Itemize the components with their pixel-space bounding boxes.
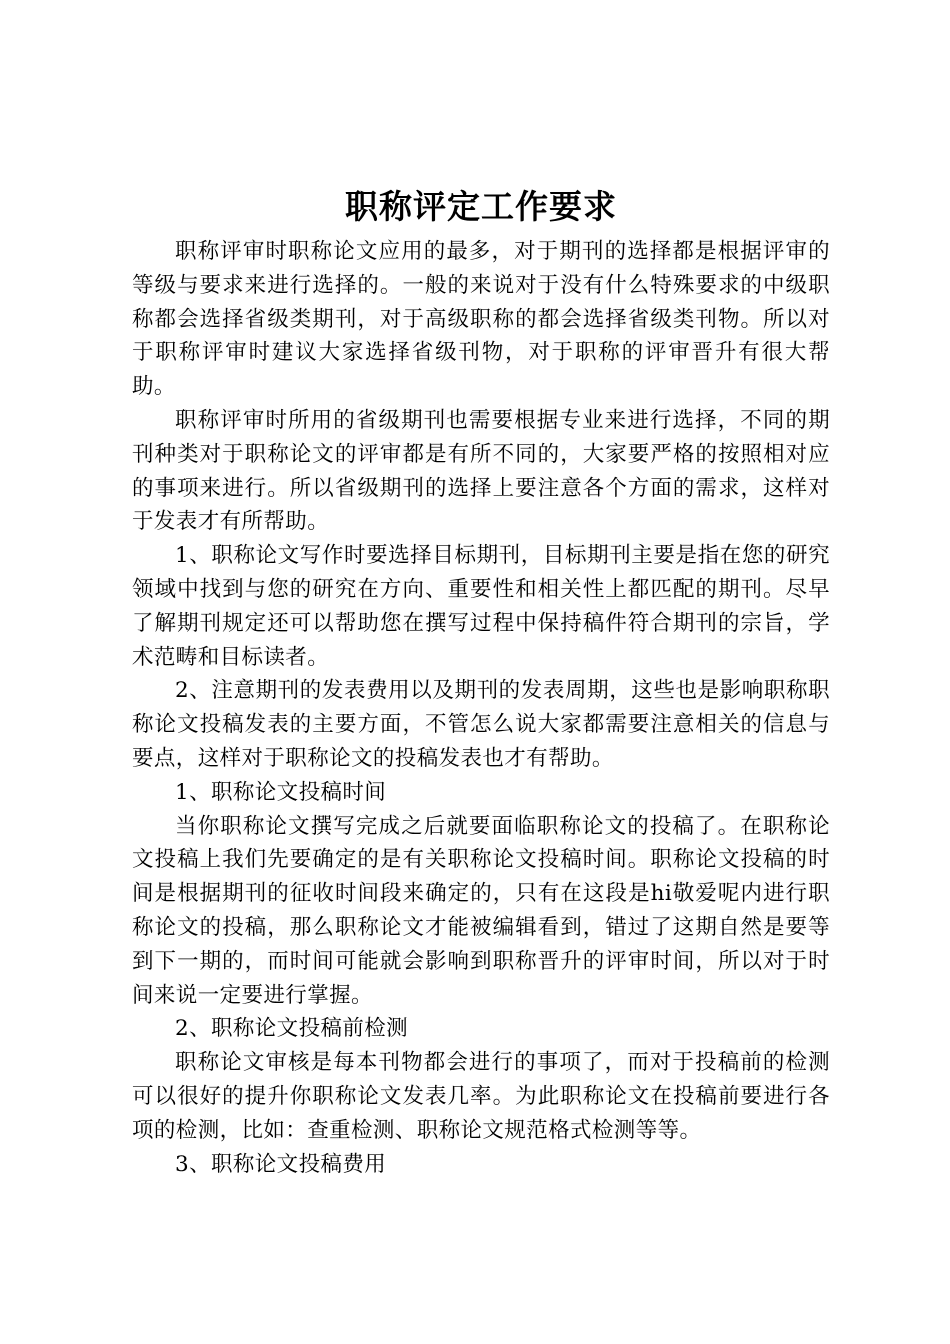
paragraph-pre-submission-check: 职称论文审核是每本刊物都会进行的事项了，而对于投稿前的检测可以很好的提升你职称论文发表几率。为此职称论文在投稿前要进行各项的检测，比如：查重检测、职称论文规范格式检测等等。 bbox=[132, 1050, 830, 1143]
paragraph-submission-time: 当你职称论文撰写完成之后就要面临职称论文的投稿了。在职称论文投稿上我们先要确定的是有关职称论文投稿时间。职称论文投稿的时间是根据期刊的征收时间段来确定的，只有在这段是hi敬爱呢内进行职称论文的投稿，那么职称论文才能被编辑看到，错过了这期自然是要等到下一期的，而时间可能就会影响到职称晋升的评审时间，所以对于时间来说一定要进行掌握。 bbox=[132, 813, 830, 1008]
section-heading-submission-fee: 3、职称论文投稿费用 bbox=[175, 1151, 387, 1177]
paragraph-point-1: 1、职称论文写作时要选择目标期刊，目标期刊主要是指在您的研究领域中找到与您的研究在方向、重要性和相关性上都匹配的期刊。尽早了解期刊规定还可以帮助您在撰写过程中保持稿件符合期刊的宗旨，学术范畴和目标读者。 bbox=[132, 543, 830, 670]
document-title: 职称评定工作要求 bbox=[345, 187, 617, 226]
paragraph-point-2: 2、注意期刊的发表费用以及期刊的发表周期，这些也是影响职称职称论文投稿发表的主要方面，不管怎么说大家都需要注意相关的信息与要点，这样对于职称论文的投稿发表也才有帮助。 bbox=[132, 678, 830, 771]
section-heading-submission-time: 1、职称论文投稿时间 bbox=[175, 779, 387, 805]
section-heading-pre-submission-check: 2、职称论文投稿前检测 bbox=[175, 1016, 409, 1042]
document-page bbox=[132, 183, 830, 1181]
paragraph-journal-selection: 职称评审时所用的省级期刊也需要根据专业来进行选择，不同的期刊种类对于职称论文的评审都是有所不同的，大家要严格的按照相对应的事项来进行。所以省级期刊的选择上要注意各个方面的需求，这样对于发表才有所帮助。 bbox=[132, 407, 830, 535]
paragraph-intro: 职称评审时职称论文应用的最多，对于期刊的选择都是根据评审的等级与要求来进行选择的。一般的来说对于没有什么特殊要求的中级职称都会选择省级类期刊，对于高级职称的都会选择省级类刊物。所以对于职称评审时建议大家选择省级刊物，对于职称的评审晋升有很大帮助。 bbox=[132, 239, 830, 400]
